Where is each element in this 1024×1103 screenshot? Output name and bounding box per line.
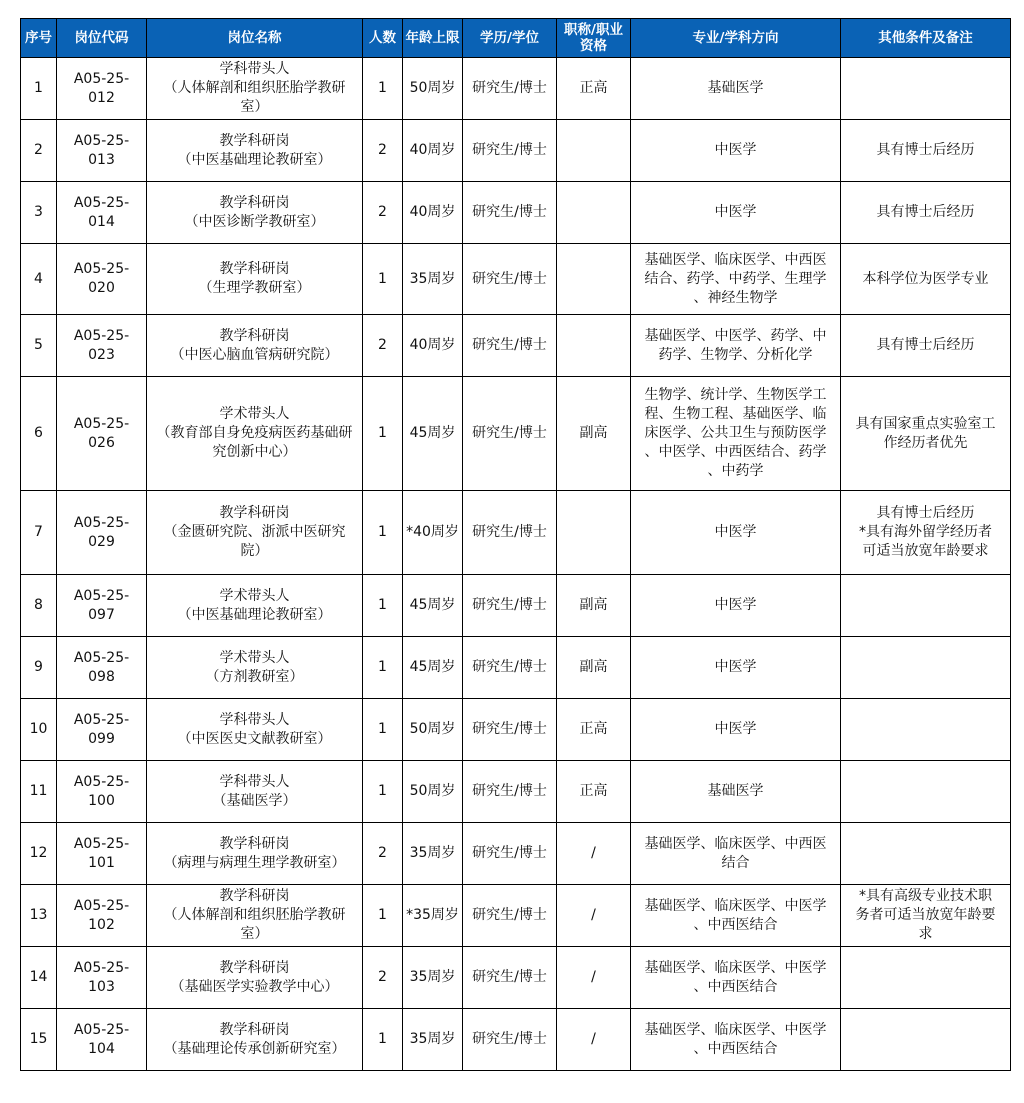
cell-age: 40周岁 [403,120,463,182]
cell-note [841,1009,1011,1071]
cell-edu: 研究生/博士 [463,637,557,699]
cell-age: 50周岁 [403,699,463,761]
cell-title [557,120,631,182]
cell-name: 学术带头人 （教育部自身免疫病医药基础研 究创新中心） [147,377,363,491]
cell-code: A05-25- 023 [57,315,147,377]
cell-count: 1 [363,1009,403,1071]
cell-seq: 7 [21,491,57,575]
cell-code: A05-25- 101 [57,823,147,885]
table-row [21,315,1011,377]
cell-title [557,491,631,575]
cell-major: 基础医学、中医学、药学、中 药学、生物学、分析化学 [631,315,841,377]
cell-code: A05-25- 100 [57,761,147,823]
cell-count: 2 [363,823,403,885]
table-row [21,58,1011,120]
cell-title: / [557,1009,631,1071]
cell-name: 教学科研岗 （中医诊断学教研室） [147,182,363,244]
cell-count: 1 [363,244,403,315]
cell-major: 基础医学、临床医学、中医学 、中西医结合 [631,1009,841,1071]
cell-seq: 5 [21,315,57,377]
header-edu: 学历/学位 [463,19,557,58]
cell-seq: 9 [21,637,57,699]
cell-name: 教学科研岗 （人体解剖和组织胚胎学教研 室） [147,885,363,947]
cell-edu: 研究生/博士 [463,885,557,947]
cell-note: 具有博士后经历 *具有海外留学经历者 可适当放宽年龄要求 [841,491,1011,575]
cell-count: 2 [363,182,403,244]
cell-edu: 研究生/博士 [463,761,557,823]
header-major: 专业/学科方向 [631,19,841,58]
cell-name: 学科带头人 （中医医史文献教研室） [147,699,363,761]
cell-title: 副高 [557,637,631,699]
cell-title: / [557,885,631,947]
cell-seq: 14 [21,947,57,1009]
cell-major: 基础医学 [631,761,841,823]
cell-major: 基础医学、临床医学、中西医 结合 [631,823,841,885]
cell-name: 教学科研岗 （中医心脑血管病研究院） [147,315,363,377]
cell-note [841,699,1011,761]
table-row [21,885,1011,947]
cell-count: 1 [363,377,403,491]
cell-title: / [557,823,631,885]
cell-code: A05-25- 103 [57,947,147,1009]
cell-name: 教学科研岗 （中医基础理论教研室） [147,120,363,182]
cell-age: 35周岁 [403,244,463,315]
cell-title [557,182,631,244]
header-row [21,19,1011,58]
cell-note: 具有博士后经历 [841,182,1011,244]
cell-name: 教学科研岗 （病理与病理生理学教研室） [147,823,363,885]
cell-seq: 3 [21,182,57,244]
cell-edu: 研究生/博士 [463,823,557,885]
cell-age: 50周岁 [403,58,463,120]
cell-age: 45周岁 [403,575,463,637]
cell-major: 基础医学、临床医学、中医学 、中西医结合 [631,947,841,1009]
cell-title: 副高 [557,377,631,491]
cell-edu: 研究生/博士 [463,575,557,637]
cell-title: 正高 [557,58,631,120]
header-seq: 序号 [21,19,57,58]
cell-note: 具有国家重点实验室工 作经历者优先 [841,377,1011,491]
cell-edu: 研究生/博士 [463,947,557,1009]
cell-name: 教学科研岗 （生理学教研室） [147,244,363,315]
cell-edu: 研究生/博士 [463,315,557,377]
recruitment-table [20,18,1011,1071]
cell-age: *35周岁 [403,885,463,947]
cell-major: 中医学 [631,120,841,182]
cell-count: 1 [363,699,403,761]
table-row [21,637,1011,699]
cell-edu: 研究生/博士 [463,699,557,761]
cell-seq: 10 [21,699,57,761]
cell-seq: 4 [21,244,57,315]
cell-title [557,315,631,377]
cell-code: A05-25- 012 [57,58,147,120]
cell-note: 本科学位为医学专业 [841,244,1011,315]
cell-count: 1 [363,58,403,120]
table-row [21,575,1011,637]
cell-major: 基础医学 [631,58,841,120]
cell-seq: 2 [21,120,57,182]
table-row [21,377,1011,491]
cell-note [841,823,1011,885]
table-row [21,761,1011,823]
cell-title: 副高 [557,575,631,637]
cell-seq: 1 [21,58,57,120]
cell-seq: 12 [21,823,57,885]
cell-count: 1 [363,491,403,575]
cell-code: A05-25- 097 [57,575,147,637]
table-row [21,244,1011,315]
table-row [21,120,1011,182]
header-age: 年龄上限 [403,19,463,58]
cell-count: 2 [363,315,403,377]
cell-code: A05-25- 102 [57,885,147,947]
cell-age: 45周岁 [403,377,463,491]
cell-count: 1 [363,885,403,947]
cell-major: 生物学、统计学、生物医学工 程、生物工程、基础医学、临 床医学、公共卫生与预防医学 、中医学、中西医结合、药学 、中药学 [631,377,841,491]
cell-code: A05-25- 026 [57,377,147,491]
table-row [21,823,1011,885]
cell-note [841,947,1011,1009]
cell-code: A05-25- 104 [57,1009,147,1071]
cell-age: 45周岁 [403,637,463,699]
cell-edu: 研究生/博士 [463,244,557,315]
cell-major: 中医学 [631,182,841,244]
cell-age: *40周岁 [403,491,463,575]
cell-code: A05-25- 099 [57,699,147,761]
cell-seq: 8 [21,575,57,637]
cell-title [557,244,631,315]
cell-name: 学术带头人 （方剂教研室） [147,637,363,699]
header-note: 其他条件及备注 [841,19,1011,58]
header-name: 岗位名称 [147,19,363,58]
cell-age: 50周岁 [403,761,463,823]
cell-edu: 研究生/博士 [463,1009,557,1071]
cell-edu: 研究生/博士 [463,491,557,575]
cell-major: 基础医学、临床医学、中西医 结合、药学、中药学、生理学 、神经生物学 [631,244,841,315]
cell-count: 2 [363,947,403,1009]
cell-count: 1 [363,761,403,823]
cell-major: 中医学 [631,491,841,575]
cell-edu: 研究生/博士 [463,182,557,244]
cell-code: A05-25- 013 [57,120,147,182]
cell-name: 学科带头人 （基础医学） [147,761,363,823]
cell-title: 正高 [557,761,631,823]
header-code: 岗位代码 [57,19,147,58]
cell-note [841,58,1011,120]
cell-major: 基础医学、临床医学、中医学 、中西医结合 [631,885,841,947]
header-title: 职称/职业资格 [557,19,631,58]
cell-age: 40周岁 [403,315,463,377]
table-header [21,19,1011,58]
cell-major: 中医学 [631,575,841,637]
table-row [21,491,1011,575]
cell-code: A05-25- 029 [57,491,147,575]
cell-edu: 研究生/博士 [463,58,557,120]
table-row [21,182,1011,244]
table-row [21,947,1011,1009]
cell-age: 40周岁 [403,182,463,244]
recruitment-table-wrapper [20,18,1011,1071]
cell-note: 具有博士后经历 [841,120,1011,182]
cell-note [841,761,1011,823]
cell-name: 学科带头人 （人体解剖和组织胚胎学教研 室） [147,58,363,120]
header-count: 人数 [363,19,403,58]
cell-major: 中医学 [631,637,841,699]
cell-code: A05-25- 098 [57,637,147,699]
table-row [21,1009,1011,1071]
cell-count: 1 [363,637,403,699]
cell-note [841,637,1011,699]
cell-name: 教学科研岗 （基础医学实验教学中心） [147,947,363,1009]
cell-seq: 6 [21,377,57,491]
cell-seq: 13 [21,885,57,947]
cell-note [841,575,1011,637]
cell-edu: 研究生/博士 [463,120,557,182]
cell-age: 35周岁 [403,823,463,885]
cell-age: 35周岁 [403,1009,463,1071]
table-row [21,699,1011,761]
cell-note: 具有博士后经历 [841,315,1011,377]
cell-age: 35周岁 [403,947,463,1009]
cell-code: A05-25- 014 [57,182,147,244]
cell-title: / [557,947,631,1009]
cell-count: 1 [363,575,403,637]
cell-name: 学术带头人 （中医基础理论教研室） [147,575,363,637]
cell-title: 正高 [557,699,631,761]
cell-name: 教学科研岗 （金匮研究院、浙派中医研究 院） [147,491,363,575]
cell-edu: 研究生/博士 [463,377,557,491]
cell-seq: 15 [21,1009,57,1071]
cell-seq: 11 [21,761,57,823]
table-body [21,58,1011,1071]
cell-count: 2 [363,120,403,182]
cell-major: 中医学 [631,699,841,761]
cell-note: *具有高级专业技术职 务者可适当放宽年龄要 求 [841,885,1011,947]
cell-name: 教学科研岗 （基础理论传承创新研究室） [147,1009,363,1071]
cell-code: A05-25- 020 [57,244,147,315]
